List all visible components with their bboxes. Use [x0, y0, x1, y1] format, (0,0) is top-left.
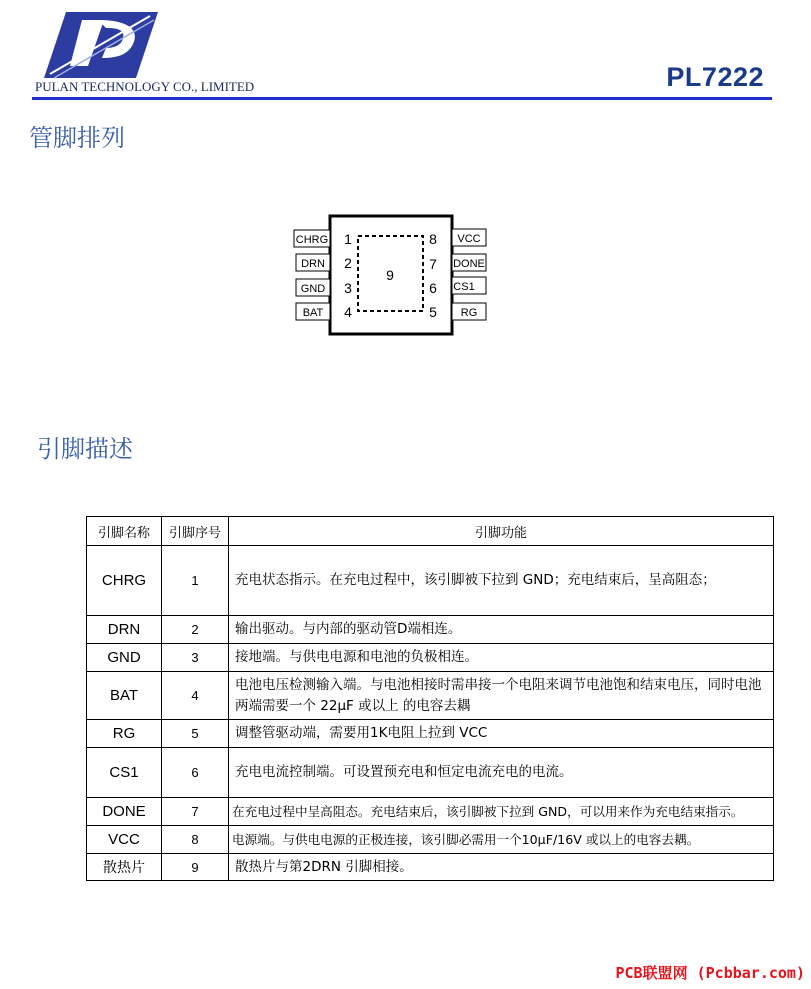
pin-function: 充电电流控制端。可设置预充电和恒定电流充电的电流。 [229, 748, 774, 798]
pin-2 [296, 254, 352, 271]
pin-number: 1 [162, 546, 229, 616]
header-rule [32, 97, 772, 100]
description-section-title: 引脚描述 [37, 435, 133, 463]
pin-number: 1 [344, 231, 352, 247]
thermal-pad-number: 9 [386, 267, 394, 283]
header-pin-number: 引脚序号 [162, 517, 229, 546]
pin-number: 8 [162, 826, 229, 854]
pin-name: 散热片 [87, 854, 162, 881]
pin-function: 电源端。与供电电源的正极连接，该引脚必需用一个10μF/16V 或以上的电容去耦。 [229, 826, 774, 854]
pin-number: 7 [429, 256, 437, 272]
pin-label: BAT [302, 307, 324, 319]
pin-number: 4 [162, 672, 229, 720]
table-row [87, 854, 774, 881]
header-pin-function: 引脚功能 [229, 517, 774, 546]
pin-number: 4 [344, 304, 352, 320]
pinout-diagram [292, 214, 492, 338]
pinout-section-title: 管脚排列 [29, 124, 125, 152]
pin-function: 散热片与第2DRN 引脚相接。 [229, 854, 774, 881]
pin-1 [294, 230, 352, 247]
pin-number: 9 [162, 854, 229, 881]
pin-function: 充电状态指示。在充电过程中，该引脚被下拉到 GND；充电结束后，呈高阻态； [229, 546, 774, 616]
table-row [87, 720, 774, 748]
pin-name: RG [87, 720, 162, 748]
table-row [87, 826, 774, 854]
pin-number: 7 [162, 798, 229, 826]
pin-name: VCC [87, 826, 162, 854]
pin-name: BAT [87, 672, 162, 720]
header-pin-name: 引脚名称 [87, 517, 162, 546]
pin-label: DONE [453, 258, 485, 270]
pin-name: GND [87, 644, 162, 672]
pin-number: 6 [429, 280, 437, 296]
pin-name: DONE [87, 798, 162, 826]
table-row [87, 644, 774, 672]
pin-3 [296, 279, 352, 296]
pin-label: VCC [457, 233, 481, 245]
table-row [87, 546, 774, 616]
pin-4 [296, 303, 352, 320]
pin-name: CS1 [87, 748, 162, 798]
pin-label: CS1 [453, 281, 475, 293]
pin-name: CHRG [87, 546, 162, 616]
pin-label: GND [300, 283, 326, 295]
pin-number: 5 [162, 720, 229, 748]
pin-number: 2 [162, 616, 229, 644]
table-header-row [87, 517, 774, 546]
pin-function: 在充电过程中呈高阻态。充电结束后，该引脚被下拉到 GND，可以用来作为充电结束指示。 [229, 798, 774, 826]
pin-number: 2 [344, 255, 352, 271]
part-number: PL7222 [666, 62, 764, 92]
pin-number: 3 [344, 280, 352, 296]
pin-number: 8 [429, 231, 437, 247]
pulan-logo [40, 10, 160, 82]
table-row [87, 672, 774, 720]
pin-function: 接地端。与供电电源和电池的负极相连。 [229, 644, 774, 672]
table-row [87, 798, 774, 826]
pin-name: DRN [87, 616, 162, 644]
pin-description-table [86, 516, 774, 881]
pin-function: 输出驱动。与内部的驱动管D端相连。 [229, 616, 774, 644]
table-row [87, 616, 774, 644]
pin-label: RG [460, 307, 478, 319]
table-row [87, 748, 774, 798]
pin-number: 6 [162, 748, 229, 798]
pin-label: DRN [301, 258, 325, 270]
watermark: PCB联盟网 (Pcbbar.com) [615, 964, 805, 982]
pin-function: 调整管驱动端，需要用1K电阻上拉到 VCC [229, 720, 774, 748]
pin-function: 电池电压检测输入端。与电池相接时需串接一个电阻来调节电池饱和结束电压，同时电池两端需要一个 22μF 或以上 的电容去耦 [229, 672, 774, 720]
pin-number: 5 [429, 304, 437, 320]
pin-number: 3 [162, 644, 229, 672]
company-name: PULAN TECHNOLOGY CO., LIMITED [35, 79, 255, 94]
pin-label: CHRG [295, 234, 329, 246]
